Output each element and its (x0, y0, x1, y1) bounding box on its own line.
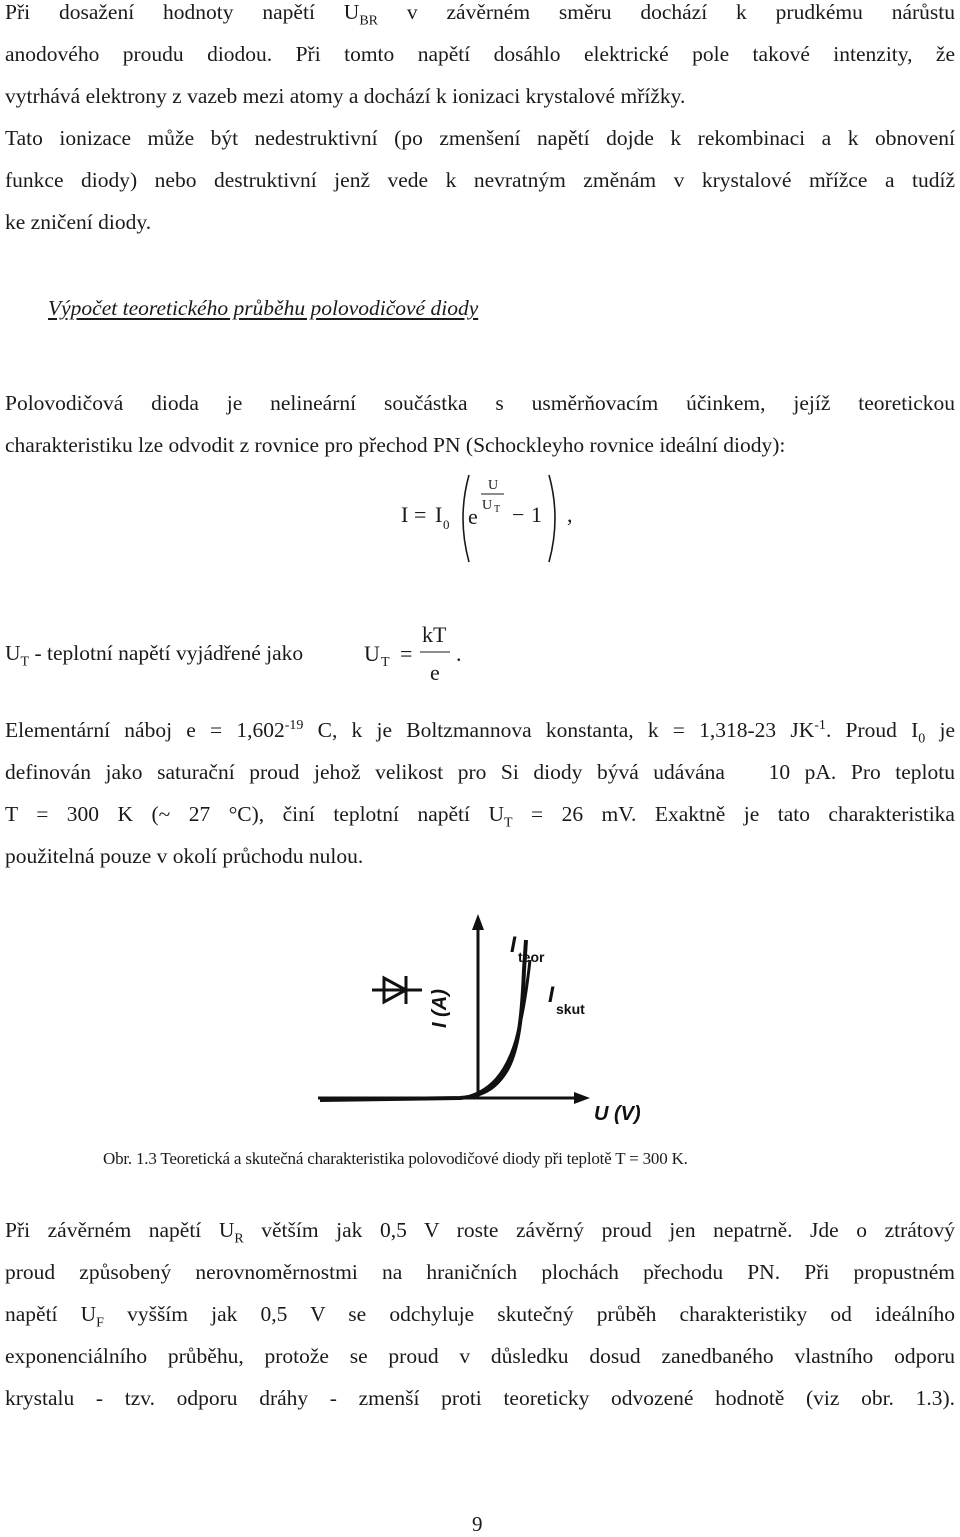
eq-one: 1 (531, 502, 542, 527)
label-teor (510, 932, 545, 965)
paragraph-constants (5, 709, 955, 877)
text-line: exponenciálního průběhu, protože se proud v důsledku dosud zanedbaného vlastního odporu (5, 1344, 955, 1368)
paragraph-intro (5, 382, 955, 466)
text-line: vytrhává elektrony z vazeb mezi atomy a dochází k ionizaci krystalové mřížky. (5, 84, 686, 108)
text-line: ke zničení diody. (5, 210, 152, 234)
page-number: 9 (472, 1512, 483, 1536)
text-line: Elementární náboj $e = 1,602^{-19}$ C, k je Boltzmannova konstanta, k = 1,318-23 $JK^{-1}$. Proud $I_0$ je (5, 717, 955, 747)
text-line: Polovodičová dioda je nelineární součástka s usměrňovacím účinkem, jejíž teoretickou (5, 391, 955, 415)
ut-eq-sub: T (381, 655, 390, 670)
y-axis-label (429, 989, 451, 1028)
svg-text:I: I (548, 982, 555, 1007)
eq-exp-den-sub: T (494, 504, 501, 515)
svg-text:teor: teor (518, 949, 545, 965)
text-line: Při závěrném napětí $U_R$ větším jak 0,5 V roste závěrný proud jen nepatrně. Jde o ztrátový (5, 1218, 956, 1247)
x-axis-label: U (V) (594, 1103, 641, 1125)
eq-exp-den: U (482, 498, 493, 513)
eq-e: e (468, 504, 478, 529)
text-line: charakteristiku lze odvodit z rovnice pro přechod PN (Schockleyho rovnice ideální diody): (5, 433, 786, 457)
ut-num: kT (422, 622, 447, 647)
text-line: Při dosažení hodnoty napětí $U_{BR}$ v závěrném směru dochází k prudkému nárůstu (5, 0, 956, 29)
figure-caption: Obr. 1.3 Teoretická a skutečná charakteristika polovodičové diody při teplotě T = 300 K. (103, 1149, 688, 1168)
paragraph-reverse-forward (5, 1209, 955, 1419)
section-heading: Výpočet teoretického průběhu polovodičové diody (48, 296, 479, 320)
eq-comma: , (567, 502, 573, 527)
ut-den: e (430, 660, 440, 685)
ut-text: $U_T$ - teplotní napětí vyjádřené jako (5, 641, 304, 670)
text-line: Tato ionizace může být nedestruktivní (po zmenšení napětí dojde k rekombinaci a k obnovení (5, 126, 955, 150)
label-skut (548, 982, 585, 1017)
y-axis (472, 914, 484, 1098)
text-line: T = 300 K (~ 27 °C), činí teplotní napětí $U_T = 26$ mV. Exaktně je tato charakteristika (5, 802, 955, 831)
ut-period: . (456, 641, 462, 666)
svg-text:I (A): I (A) (429, 989, 451, 1028)
eq-lhs: I (401, 502, 409, 527)
paragraph-breakdown (5, 0, 955, 243)
eq-equals: = (414, 502, 427, 527)
text-line: napětí $U_F$ vyšším jak 0,5 V se odchyluje skutečný průběh charakteristiky od ideálního (5, 1302, 955, 1331)
text-line: anodového proudu diodou. Při tomto napětí dosáhlo elektrické pole takové intenzity, že (5, 42, 955, 66)
diode-symbol-icon (372, 976, 422, 1004)
eq-i0: I (435, 502, 443, 527)
eq-exp-num: U (488, 478, 499, 493)
text-line: krystalu - tzv. odporu dráhy - zmenší proti teoreticky odvozené hodnotě (viz obr. 1.3). (5, 1386, 955, 1410)
curve-theoretical (320, 940, 526, 1100)
ut-eq-equals: = (400, 641, 413, 666)
svg-text:I: I (510, 932, 517, 957)
eq-minus: − (512, 502, 525, 527)
ut-eq-u: U (364, 641, 380, 666)
fraction-bar (420, 650, 452, 654)
text-line: proud způsobený nerovnoměrnostmi na hraničních plochách přechodu PN. Při propustném (5, 1260, 955, 1284)
svg-text:skut: skut (556, 1001, 585, 1017)
text-line: funkce diody) nebo destruktivní jenž vede k nevratným změnám v krystalové mřížce a tudíž (5, 168, 955, 192)
text-line: definován jako saturační proud jehož velikost pro Si diody bývá udávána 10 pA. Pro teplotu (5, 760, 955, 784)
eq-i0-sub: 0 (443, 517, 450, 532)
text-line: použitelná pouze v okolí průchodu nulou. (5, 844, 364, 868)
diode-characteristic-figure (310, 910, 670, 1130)
